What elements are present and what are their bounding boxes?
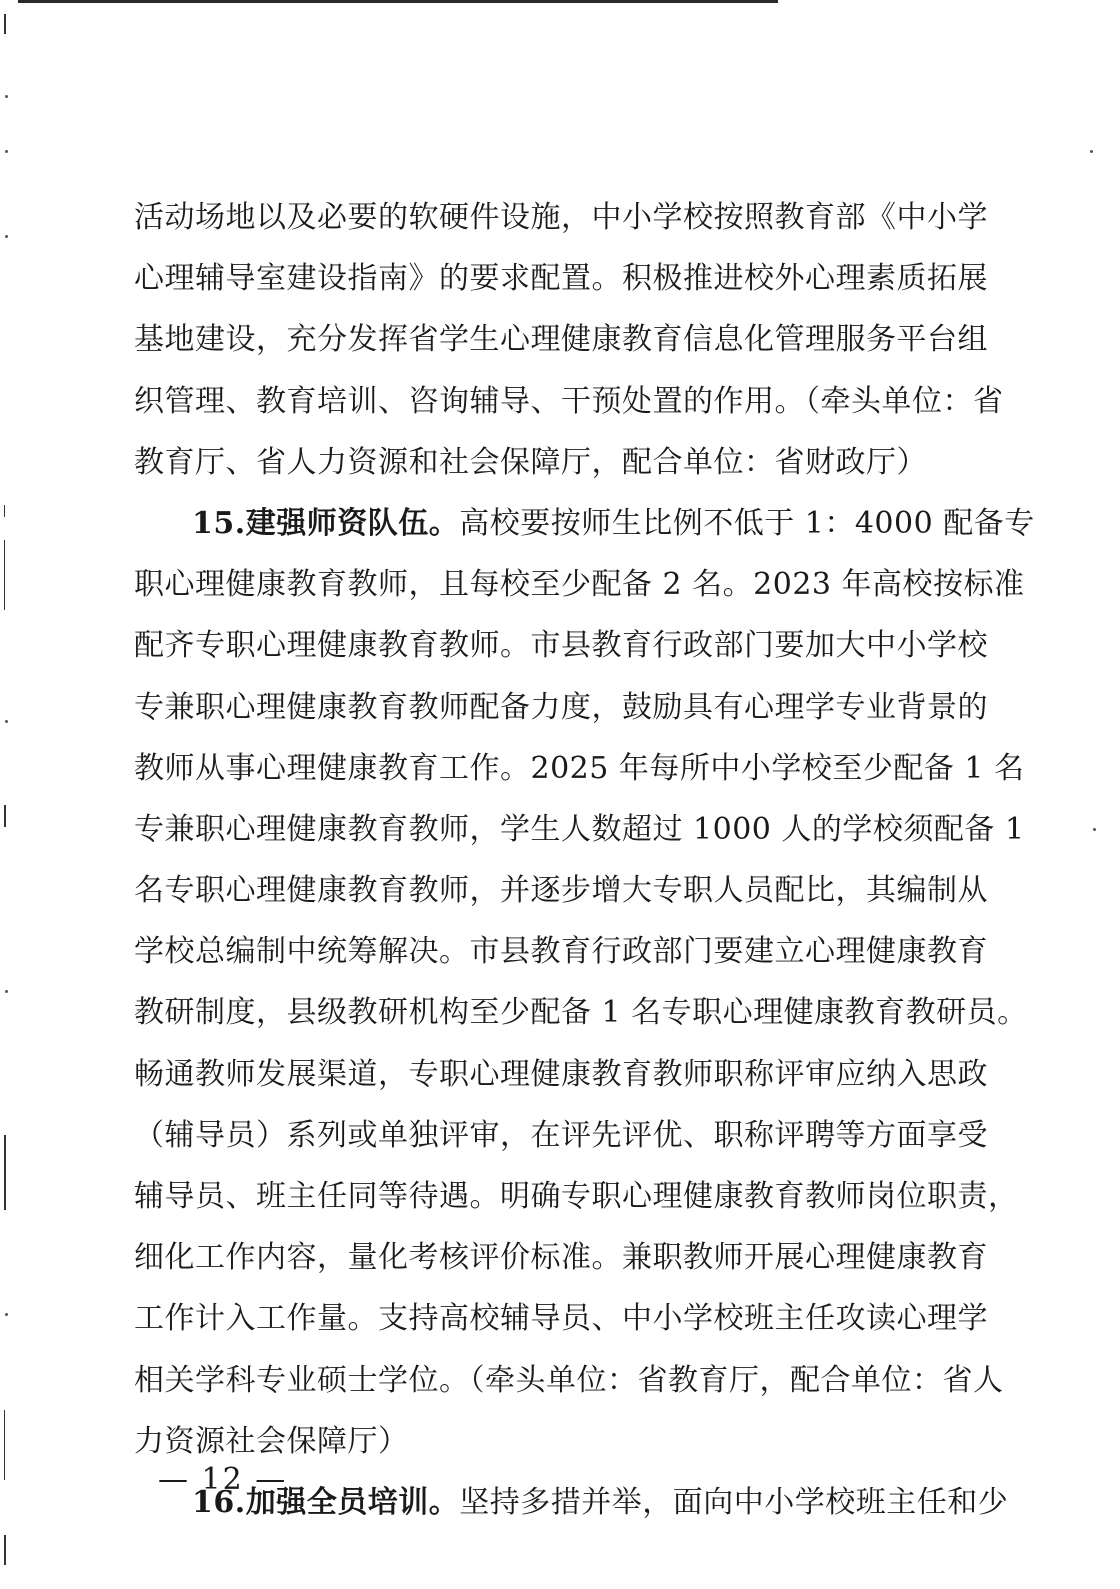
text-line [134, 441, 946, 502]
line-text: 专兼职心理健康教育教师，学生人数超过 1000 人的学校须配备 1 [134, 811, 1025, 847]
line-text: 学校总编制中统筹解决。市县教育行政部门要建立心理健康教育 [134, 934, 988, 970]
line-text: 基地建设，充分发挥省学生心理健康教育信息化管理服务平台组 [134, 322, 988, 358]
page-number: — 12 — [158, 1462, 288, 1497]
line-text: 教育厅、省人力资源和社会保障厅，配合单位：省财政厅） [134, 444, 927, 480]
text-line [134, 686, 988, 747]
text-line [134, 563, 1025, 624]
scan-edge-mark [4, 1410, 5, 1480]
scan-speck [5, 1313, 8, 1316]
text-line [134, 624, 988, 685]
line-text: 心理辅导室建设指南》的要求配置。积极推进校外心理素质拓展 [134, 261, 988, 297]
scan-speck [5, 95, 8, 98]
section-heading: 16.加强全员培训。 [192, 1484, 460, 1520]
scan-speck [1090, 150, 1093, 153]
scan-speck [5, 235, 8, 238]
scan-speck [5, 990, 8, 993]
scan-speck [1093, 828, 1096, 831]
line-text: 高校要按师生比例不低于 1：4000 配备专 [459, 505, 1035, 541]
body-text [134, 196, 1035, 1542]
scan-edge-mark [4, 1135, 6, 1210]
text-line [134, 991, 1028, 1052]
line-text: 专兼职心理健康教育教师配备力度，鼓励具有心理学专业背景的 [134, 689, 988, 725]
line-text: 畅通教师发展渠道，专职心理健康教育教师职称评审应纳入思政 [134, 1056, 988, 1092]
line-text: 辅导员、班主任同等待遇。明确专职心理健康教育教师岗位职责， [134, 1179, 1019, 1214]
text-line [134, 318, 988, 379]
text-line [134, 808, 1025, 869]
text-line [134, 1053, 988, 1114]
line-text: 教研制度，县级教研机构至少配备 1 名专职心理健康教育教研员。 [134, 995, 1028, 1031]
line-text: （辅导员）系列或单独评审，在评先评优、职称评聘等方面享受 [134, 1117, 988, 1153]
line-text: 力资源社会保障厅） [134, 1423, 409, 1459]
text-line [134, 1236, 988, 1297]
line-text: 工作计入工作量。支持高校辅导员、中小学校班主任攻读心理学 [134, 1301, 988, 1337]
text-line [134, 196, 988, 257]
scan-edge-mark [4, 540, 5, 610]
scan-speck [5, 150, 8, 153]
scan-edge-mark [4, 805, 6, 827]
line-text: 坚持多措并举，面向中小学校班主任和少 [459, 1484, 1009, 1520]
line-text: 细化工作内容，量化考核评价标准。兼职教师开展心理健康教育 [134, 1240, 988, 1276]
section-heading: 15.建强师资队伍。 [192, 505, 460, 541]
section-heading-line [134, 502, 1035, 563]
line-text: 配齐专职心理健康教育教师。市县教育行政部门要加大中小学校 [134, 628, 988, 664]
line-text: 相关学科专业硕士学位。（牵头单位：省教育厅，配合单位：省人 [134, 1362, 1004, 1398]
scan-edge-mark [4, 505, 5, 517]
text-line [134, 1114, 988, 1175]
text-line [134, 380, 1004, 441]
scan-speck [5, 720, 8, 723]
text-line [134, 1175, 1019, 1236]
text-line [134, 930, 988, 991]
line-text: 活动场地以及必要的软硬件设施，中小学校按照教育部《中小学 [134, 200, 988, 235]
text-line [134, 1297, 988, 1358]
scan-edge-mark [4, 1535, 6, 1565]
line-text: 织管理、教育培训、咨询辅导、干预处置的作用。（牵头单位：省 [134, 383, 1004, 419]
line-text: 职心理健康教育教师，且每校至少配备 2 名。2023 年高校按标准 [134, 567, 1025, 603]
text-line [134, 869, 988, 930]
line-text: 教师从事心理健康教育工作。2025 年每所中小学校至少配备 1 名 [134, 750, 1025, 786]
line-text: 名专职心理健康教育教师，并逐步增大专职人员配比，其编制从 [134, 873, 988, 909]
text-line [134, 257, 988, 318]
text-line [134, 747, 1025, 808]
text-line [134, 1359, 1004, 1420]
top-border-rule [18, 0, 778, 3]
scan-edge-mark [4, 14, 6, 34]
